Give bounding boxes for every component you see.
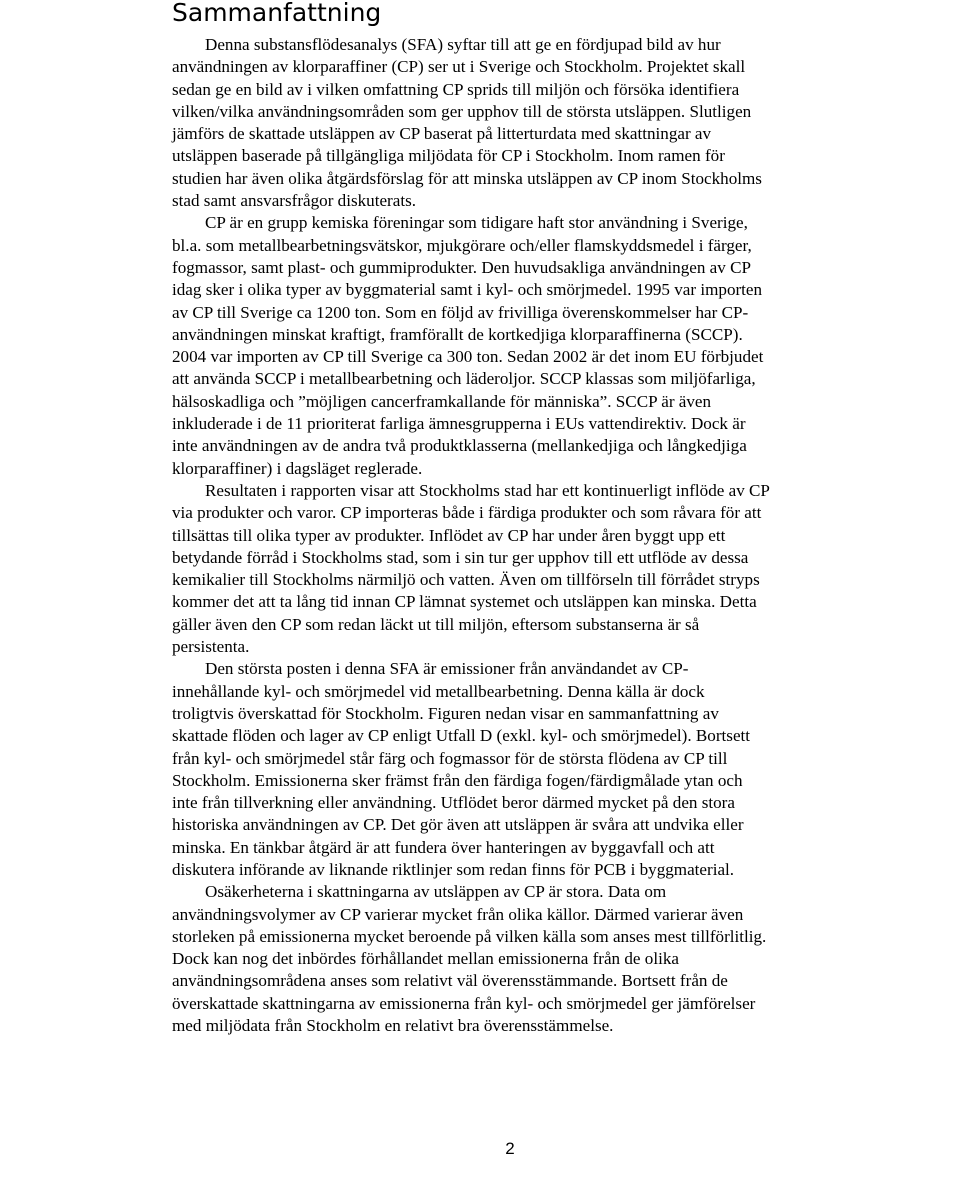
text-line: bl.a. som metallbearbetningsvätskor, mjukgörare och/eller flamskyddsmedel i färger, <box>172 235 752 255</box>
text-line: Denna substansflödesanalys (SFA) syftar till att ge en fördjupad bild av hur <box>205 35 721 54</box>
text-line: innehållande kyl- och smörjmedel vid metallbearbetning. Denna källa är dock <box>172 681 705 701</box>
text-line: CP är en grupp kemiska föreningar som tidigare haft stor användning i Sverige, <box>205 213 748 233</box>
text-line: inte användningen av de andra två produktklasserna (mellankedjiga och långkedjiga <box>172 436 747 456</box>
text-line: av CP till Sverige ca 1200 ton. Som en följd av frivilliga överenskommelser har CP- <box>172 302 749 322</box>
text-line: via produkter och varor. CP importeras både i färdiga produkter och som råvara för att <box>172 503 762 523</box>
text-line: Den största posten i denna SFA är emissioner från användandet av CP- <box>205 659 689 679</box>
text-line: utsläppen baserade på tillgängliga miljödata för CP i Stockholm. Inom ramen för <box>172 146 725 166</box>
text-line: tillsättas till olika typer av produkter. Inflödet av CP har under åren byggt upp ett <box>172 525 726 545</box>
text-line: persistenta. <box>172 637 250 657</box>
section-heading: Sammanfattning <box>172 0 382 27</box>
body-text <box>172 34 852 1037</box>
text-line: storleken på emissionerna mycket beroende på vilken källa som anses mest tillförlitlig. <box>172 926 767 946</box>
text-line: Osäkerheterna i skattningarna av utsläppen av CP är stora. Data om <box>205 882 667 902</box>
text-line: användningsvolymer av CP varierar mycket från olika källor. Därmed varierar även <box>172 904 744 924</box>
text-line: fogmassor, samt plast- och gummiprodukter. Den huvudsakliga användningen av CP <box>172 257 751 277</box>
text-line: diskutera införande av liknande riktlinjer som redan finns för PCB i byggmaterial. <box>172 859 735 879</box>
paragraph-4 <box>172 658 852 881</box>
text-line: vilken/vilka användningsområden som ger upphov till de största utsläppen. Slutligen <box>172 101 752 121</box>
text-line: användningsområdena anses som relativt väl överensstämmande. Bortsett från de <box>172 971 728 991</box>
text-line: inte från tillverkning eller användning. Utflödet beror därmed mycket på den stora <box>172 793 735 813</box>
text-line: hälsoskadliga och ”möjligen cancerframkallande för människa”. SCCP är även <box>172 391 712 411</box>
text-line: överskattade skattningarna av emissionerna från kyl- och smörjmedel ger jämförelser <box>172 993 756 1013</box>
text-line: skattade flöden och lager av CP enligt Utfall D (exkl. kyl- och smörjmedel). Bortsett <box>172 726 751 746</box>
paragraph-1 <box>172 34 852 212</box>
text-line: klorparaffiner) i dagsläget reglerade. <box>172 458 423 478</box>
text-line: stad samt ansvarsfrågor diskuterats. <box>172 191 416 211</box>
text-line: Stockholm. Emissionerna sker främst från den färdiga fogen/färdigmålade ytan och <box>172 770 743 790</box>
page-number: 2 <box>505 1139 515 1158</box>
text-line: med miljödata från Stockholm en relativt bra överensstämmelse. <box>172 1016 614 1036</box>
text-line: inkluderade i de 11 prioriterat farliga ämnesgrupperna i EUs vattendirektiv. Dock är <box>172 414 746 434</box>
text-line: kommer det att ta lång tid innan CP lämnat systemet och utsläppen kan minska. Detta <box>172 592 757 612</box>
text-line: sedan ge en bild av i vilken omfattning CP sprids till miljön och försöka identifiera <box>172 79 740 99</box>
text-line: jämförs de skattade utsläppen av CP baserat på litterturdata med skattningar av <box>172 124 712 144</box>
text-line: studien har även olika åtgärdsförslag för att minska utsläppen av CP inom Stockholms <box>172 168 762 188</box>
paragraph-5 <box>172 881 852 1037</box>
text-line: Resultaten i rapporten visar att Stockholms stad har ett kontinuerligt inflöde av CP <box>205 480 770 500</box>
text-line: historiska användningen av CP. Det gör även att utsläppen är svåra att undvika eller <box>172 815 744 835</box>
paragraph-2 <box>172 212 852 480</box>
text-line: Dock kan nog det inbördes förhållandet mellan emissionerna från de olika <box>172 949 679 969</box>
text-line: gäller även den CP som redan läckt ut till miljön, eftersom substanserna är så <box>172 614 700 634</box>
text-line: från kyl- och smörjmedel står färg och fogmassor för de största flödena av CP till <box>172 748 728 768</box>
text-line: minska. En tänkbar åtgärd är att fundera över hanteringen av byggavfall och att <box>172 837 715 857</box>
text-line: idag sker i olika typer av byggmaterial samt i kyl- och smörjmedel. 1995 var importen <box>172 280 763 300</box>
text-line: användningen minskat kraftigt, framförallt de kortkedjiga klorparaffinerna (SCCP). <box>172 324 743 344</box>
paragraph-3 <box>172 480 852 658</box>
text-line: betydande förråd i Stockholms stad, som i sin tur ger upphov till ett utflöde av dessa <box>172 547 749 567</box>
text-line: troligtvis överskattad för Stockholm. Figuren nedan visar en sammanfattning av <box>172 703 719 723</box>
text-line: 2004 var importen av CP till Sverige ca 300 ton. Sedan 2002 är det inom EU förbjudet <box>172 347 764 367</box>
text-line: att använda SCCP i metallbearbetning och läderoljor. SCCP klassas som miljöfarliga, <box>172 369 756 389</box>
text-line: kemikalier till Stockholms närmiljö och vatten. Även om tillförseln till förrådet stryps <box>172 570 760 590</box>
text-line: användningen av klorparaffiner (CP) ser ut i Sverige och Stockholm. Projektet skall <box>172 57 746 77</box>
